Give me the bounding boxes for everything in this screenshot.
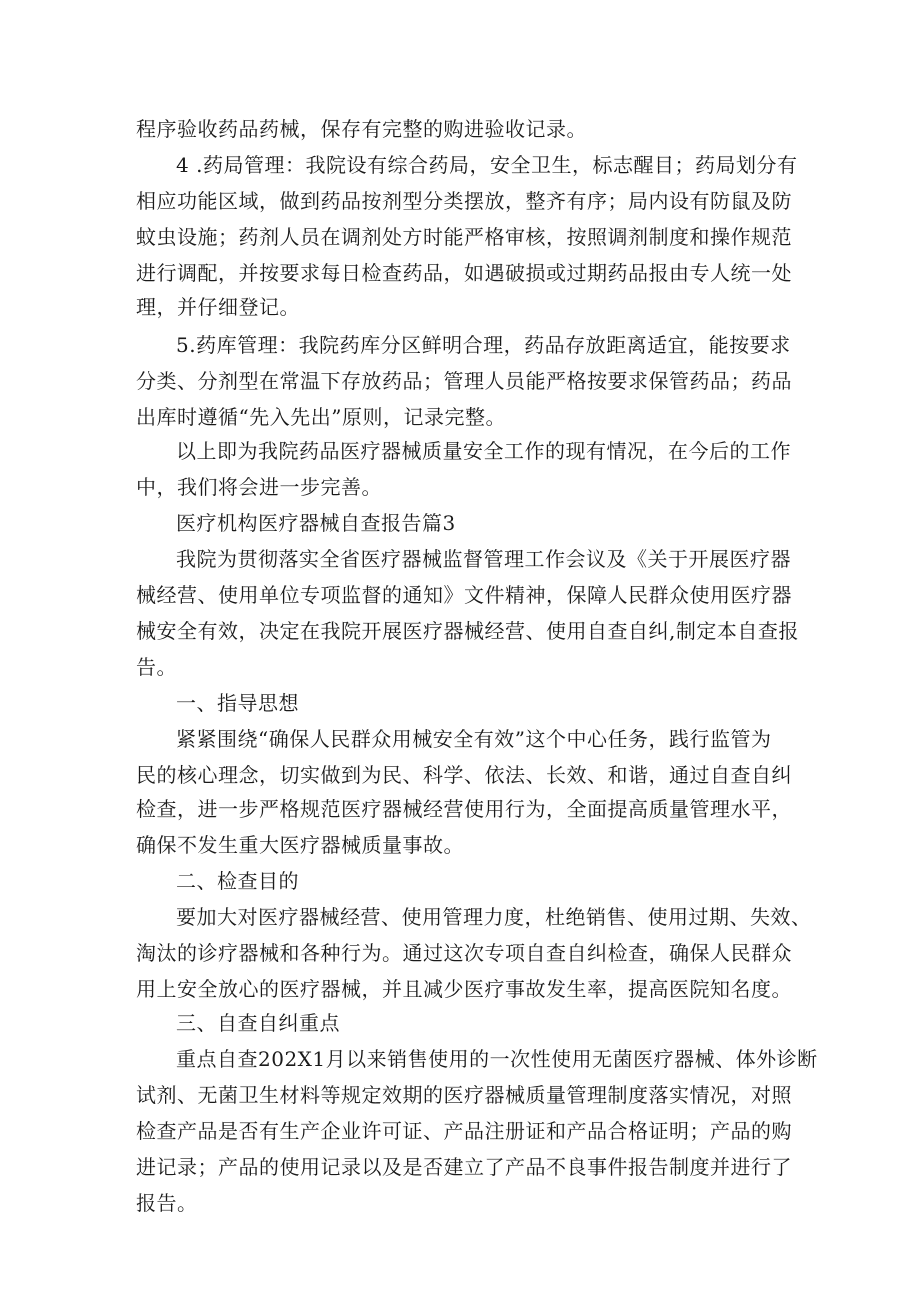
text-line: 械经营、使用单位专项监督的通知》文件精神，保障人民群众使用医疗器 [136,583,792,607]
text-line: 4 .药局管理：我院设有综合药局，安全卫生，标志醒目；药局划分有 [176,153,798,177]
text-line: 检查产品是否有生产企业许可证、产品注册证和产品合格证明；产品的购 [136,1119,792,1143]
text-line: 相应功能区域，做到药品按剂型分类摆放，整齐有序；局内设有防鼠及防 [136,189,792,213]
text-line: 程序验收药品药械，保存有完整的购进验收记录。 [136,117,587,141]
section-heading: 二、检查目的 [176,869,299,893]
section-heading: 一、指导思想 [176,691,299,715]
text-line: 检查，进一步严格规范医疗器械经营使用行为，全面提高质量管理水平， [136,797,792,821]
text-line: 械安全有效，决定在我院开展医疗器械经营、使用自查自纠,制定本自查报 [136,619,799,643]
text-line: 试剂、无菌卫生材料等规定效期的医疗器械质量管理制度落实情况，对照 [136,1083,792,1107]
text-line: 理，并仔细登记。 [136,295,300,319]
text-line: 民的核心理念，切实做到为民、科学、依法、长效、和谐，通过自查自纠 [136,763,792,787]
text-line: 紧紧围绕“确保人民群众用械安全有效”这个中心任务，践行监管为 [176,727,772,751]
text-line: 分类、分剂型在常温下存放药品；管理人员能严格按要求保管药品；药品 [136,369,792,393]
text-line: 用上安全放心的医疗器械，并且减少医疗事故发生率，提高医院知名度。 [136,977,792,1001]
text-line: 出库时遵循“先入先出”原则，记录完整。 [136,405,506,429]
text-line: 进记录；产品的使用记录以及是否建立了产品不良事件报告制度并进行了 [136,1155,792,1179]
text-line: 5.药库管理：我院药库分区鲜明合理，药品存放距离适宜，能按要求 [176,333,791,357]
text-line: 进行调配，并按要求每日检查药品，如遇破损或过期药品报由专人统一处 [136,261,792,285]
text-line: 中，我们将会进一步完善。 [136,475,382,499]
text-line: 蚊虫设施；药剂人员在调剂处方时能严格审核，按照调剂制度和操作规范 [136,225,792,249]
text-line: 要加大对医疗器械经营、使用管理力度，杜绝销售、使用过期、失效、 [176,905,812,929]
text-line: 以上即为我院药品医疗器械质量安全工作的现有情况，在今后的工作 [176,439,791,463]
text-line: 确保不发生重大医疗器械质量事故。 [136,833,464,857]
text-line: 淘汰的诊疗器械和各种行为。通过这次专项自查自纠检查，确保人民群众 [136,941,792,965]
section-heading: 三、自查自纠重点 [176,1011,340,1035]
text-line: 报告。 [136,1191,198,1215]
text-line: 重点自查202X1月以来销售使用的一次性使用无菌医疗器械、体外诊断 [176,1047,818,1071]
section-title: 医疗机构医疗器械自查报告篇3 [176,511,456,535]
text-line: 我院为贯彻落实全省医疗器械监督管理工作会议及《关于开展医疗器 [176,547,791,571]
text-line: 告。 [136,655,177,679]
